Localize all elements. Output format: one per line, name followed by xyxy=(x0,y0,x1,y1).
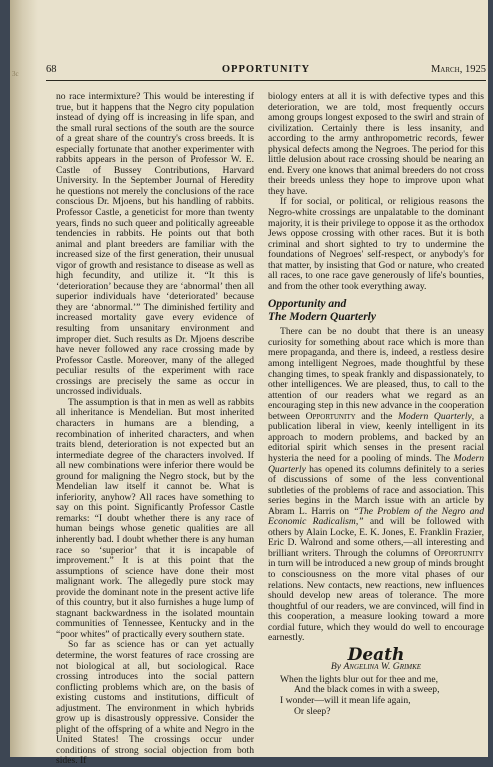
poem-title: Death xyxy=(347,644,405,665)
paragraph xyxy=(268,327,484,643)
header-rule xyxy=(46,80,486,81)
left-column xyxy=(56,92,254,767)
section-heading-line-1: Opportunity and xyxy=(268,298,347,311)
magazine-page xyxy=(10,0,488,767)
section-heading xyxy=(268,298,484,324)
magazine-title: OPPORTUNITY xyxy=(221,64,311,75)
paragraph: biology enters at all it is with defective types and this deterioration, we are told, most frequently occurs among groups longest exposed to the swirl and strain of civilization. Certainly there is less insanity, and according to the army anthropometric records, fewer physical defects among the Negroes. The period for this little delusion about race crossing should be nearing an end. Every one knows that animal breeders do not cross their breeds unless they hope to improve upon what they have. xyxy=(268,91,484,197)
paragraph-text: There can be no doubt that there is an uneasy curiosity for something about race which is more than mere propaganda, and there is, indeed, a restless desire among intelligent Negroes, made thoughtful by these changing times, to speak frankly and dispassionately, to other intelligences. We are pleased, thus, to call to the attention of our readers what we regard as an encouraging step in this new advance in the cooperation between xyxy=(268,326,484,422)
paragraph: The assumption is that in men as well as rabbits all inheritance is Mendelian. But most inherited characters in humans are a blending, a recombination of inherited characters, and when traits blend, deterioration is not expected but an intermediate degree of the characters involved. If all new combinations were inferior there would be ground for maligning the Negro stock, but by the Mendelian law itself it cannot be. What is inferiority, anyhow? All races have something to say on this point. Significantly Professor Castle remarks: “I doubt whether there is any race of human beings whose genetic qualities are all inherently bad. I doubt whether there is any human race so ‘superior’ that it is incapable of improvement.” It is at this point that the assumptions of science have done their most malignant work. The allegedly pure stock may provide the dominant note in the present active life of this country, but it also furnishes a huge lump of stagnant backwardness in the isolated mountain communities of Tennessee, Kentucky and in the “poor whites” of practically every southern state. xyxy=(56,396,254,640)
poem-line: Or sleep? xyxy=(294,705,331,717)
poem-line: And the black comes in with a sweep, xyxy=(294,684,440,696)
article-title: “The Problem of the Negro and Economic Radicalism,” xyxy=(268,505,485,528)
magazine-name: Opportunity xyxy=(305,410,356,422)
paragraph-text: and will be followed with others by Alain Locke, E. K. Jones, E. Franklin Frazier, Eric D. Walrond and some others,—all interesting and brilliant writers. Through the columns of xyxy=(268,516,484,559)
paragraph: If for social, or political, or religious reasons the Negro-white crossings are unpalatable to the dominant majority, it is their privilege to oppose it as the orthodox Jews oppose crossing with other races. But it is both criminal and short sighted to try to undermine the foundations of Negroes' self-respect, or anybody's for that matter, by insisting that God or nature, who created all races, to one race gave generously of life's bounties, and from the other took everything away. xyxy=(268,196,484,292)
paragraph-text: has opened its columns definitely to a series of discussions of some of the less conventional subtleties of the problems of race and association. This series begins in the March issue with an article by Abram L. Harris on xyxy=(268,463,484,517)
margin-mark: 3c xyxy=(12,70,19,78)
page-spine xyxy=(10,0,38,757)
paragraph: no race intermixture? This would be interesting if true, but it happens that the Negro city population instead of dying off is increasing in life span, and the small rural sections of the south are the source of a great share of the country's cross breeds. It is especially fortunate that another experimenter with rabbits appears in the person of Professor W. E. Castle of Bussey Contributions, Harvard University. In the September Journal of Heredity he questions not merely the conclusions of the race conscious Dr. Mjoens, but his handling of rabbits. Professor Castle, a geneticist for more than twenty years, finds no such queer and politically agreeable tendencies in rabbits. He points out that both animal and plant breeders are familiar with the increased size of the first generation, their unusual vigor of growth and resistance to disease as well as high fecundity, and utilize it. “It this is ‘deterioration’ because they are ‘abnormal’ then all superior individuals have ‘deteriorated’ because they are ‘abnormal.’” The diminished fertility and increased mortality gave every evidence of resulting from unsanitary environment and improper diet. Such results as Dr. Mjoens describe have never followed any race crossing made by Professor Castle. Moreover, many of the alleged peculiar results of the experiment with race crossings are precisely the same as occur in uncrossed individuals. xyxy=(56,91,254,398)
paragraph: So far as science has or can yet actually determine, the worst features of race crossing are not biological at all, but sociological. Race crossing introduces into the social pattern conflicting problems which are, on the basis of existing customs and institutions, difficult of adjustment. The environment in which hybrids grow up is disastrously oppressive. Consider the plight of the offspring of a white and Negro in the United States! The crossings occur under conditions of strong social objection from both sides. If xyxy=(56,639,254,767)
paragraph-text: , a publication liberal in view, keenly intelligent in its approach to modern problems, and backed by an editorial spirit which senses in the present racial hysteria the need for a pooling of minds. The xyxy=(268,410,485,464)
poem-line: I wonder—will it mean life again, xyxy=(280,694,411,706)
magazine-name: Opportunity xyxy=(433,547,484,559)
poem-line: When the lights blur out for thee and me, xyxy=(280,673,438,685)
paragraph-text: in turn will be introduced a new group of minds brought to consciousness on the more vital phases of our relations. New contacts, new reactions, new influences should develop new areas of tolerance. The more thoughtful of our readers, we are convinced, will find in this cooperation, a measure looking toward a more cordial future, which they would do well to encourage earnestly. xyxy=(268,558,484,644)
running-header xyxy=(46,64,486,80)
issue-date: March, 1925 xyxy=(430,64,486,75)
page-number: 68 xyxy=(46,64,57,75)
byline-prefix: By xyxy=(330,661,344,673)
journal-name: Modern Quarterly xyxy=(268,452,484,475)
paragraph-text: and the xyxy=(355,410,398,422)
poem-byline xyxy=(268,662,484,673)
section-heading-line-2: The Modern Quarterly xyxy=(268,311,376,324)
right-column xyxy=(268,92,484,717)
poem-author: Angelina W. Grimke xyxy=(343,661,422,673)
journal-name: Modern Quarterly xyxy=(397,410,472,422)
